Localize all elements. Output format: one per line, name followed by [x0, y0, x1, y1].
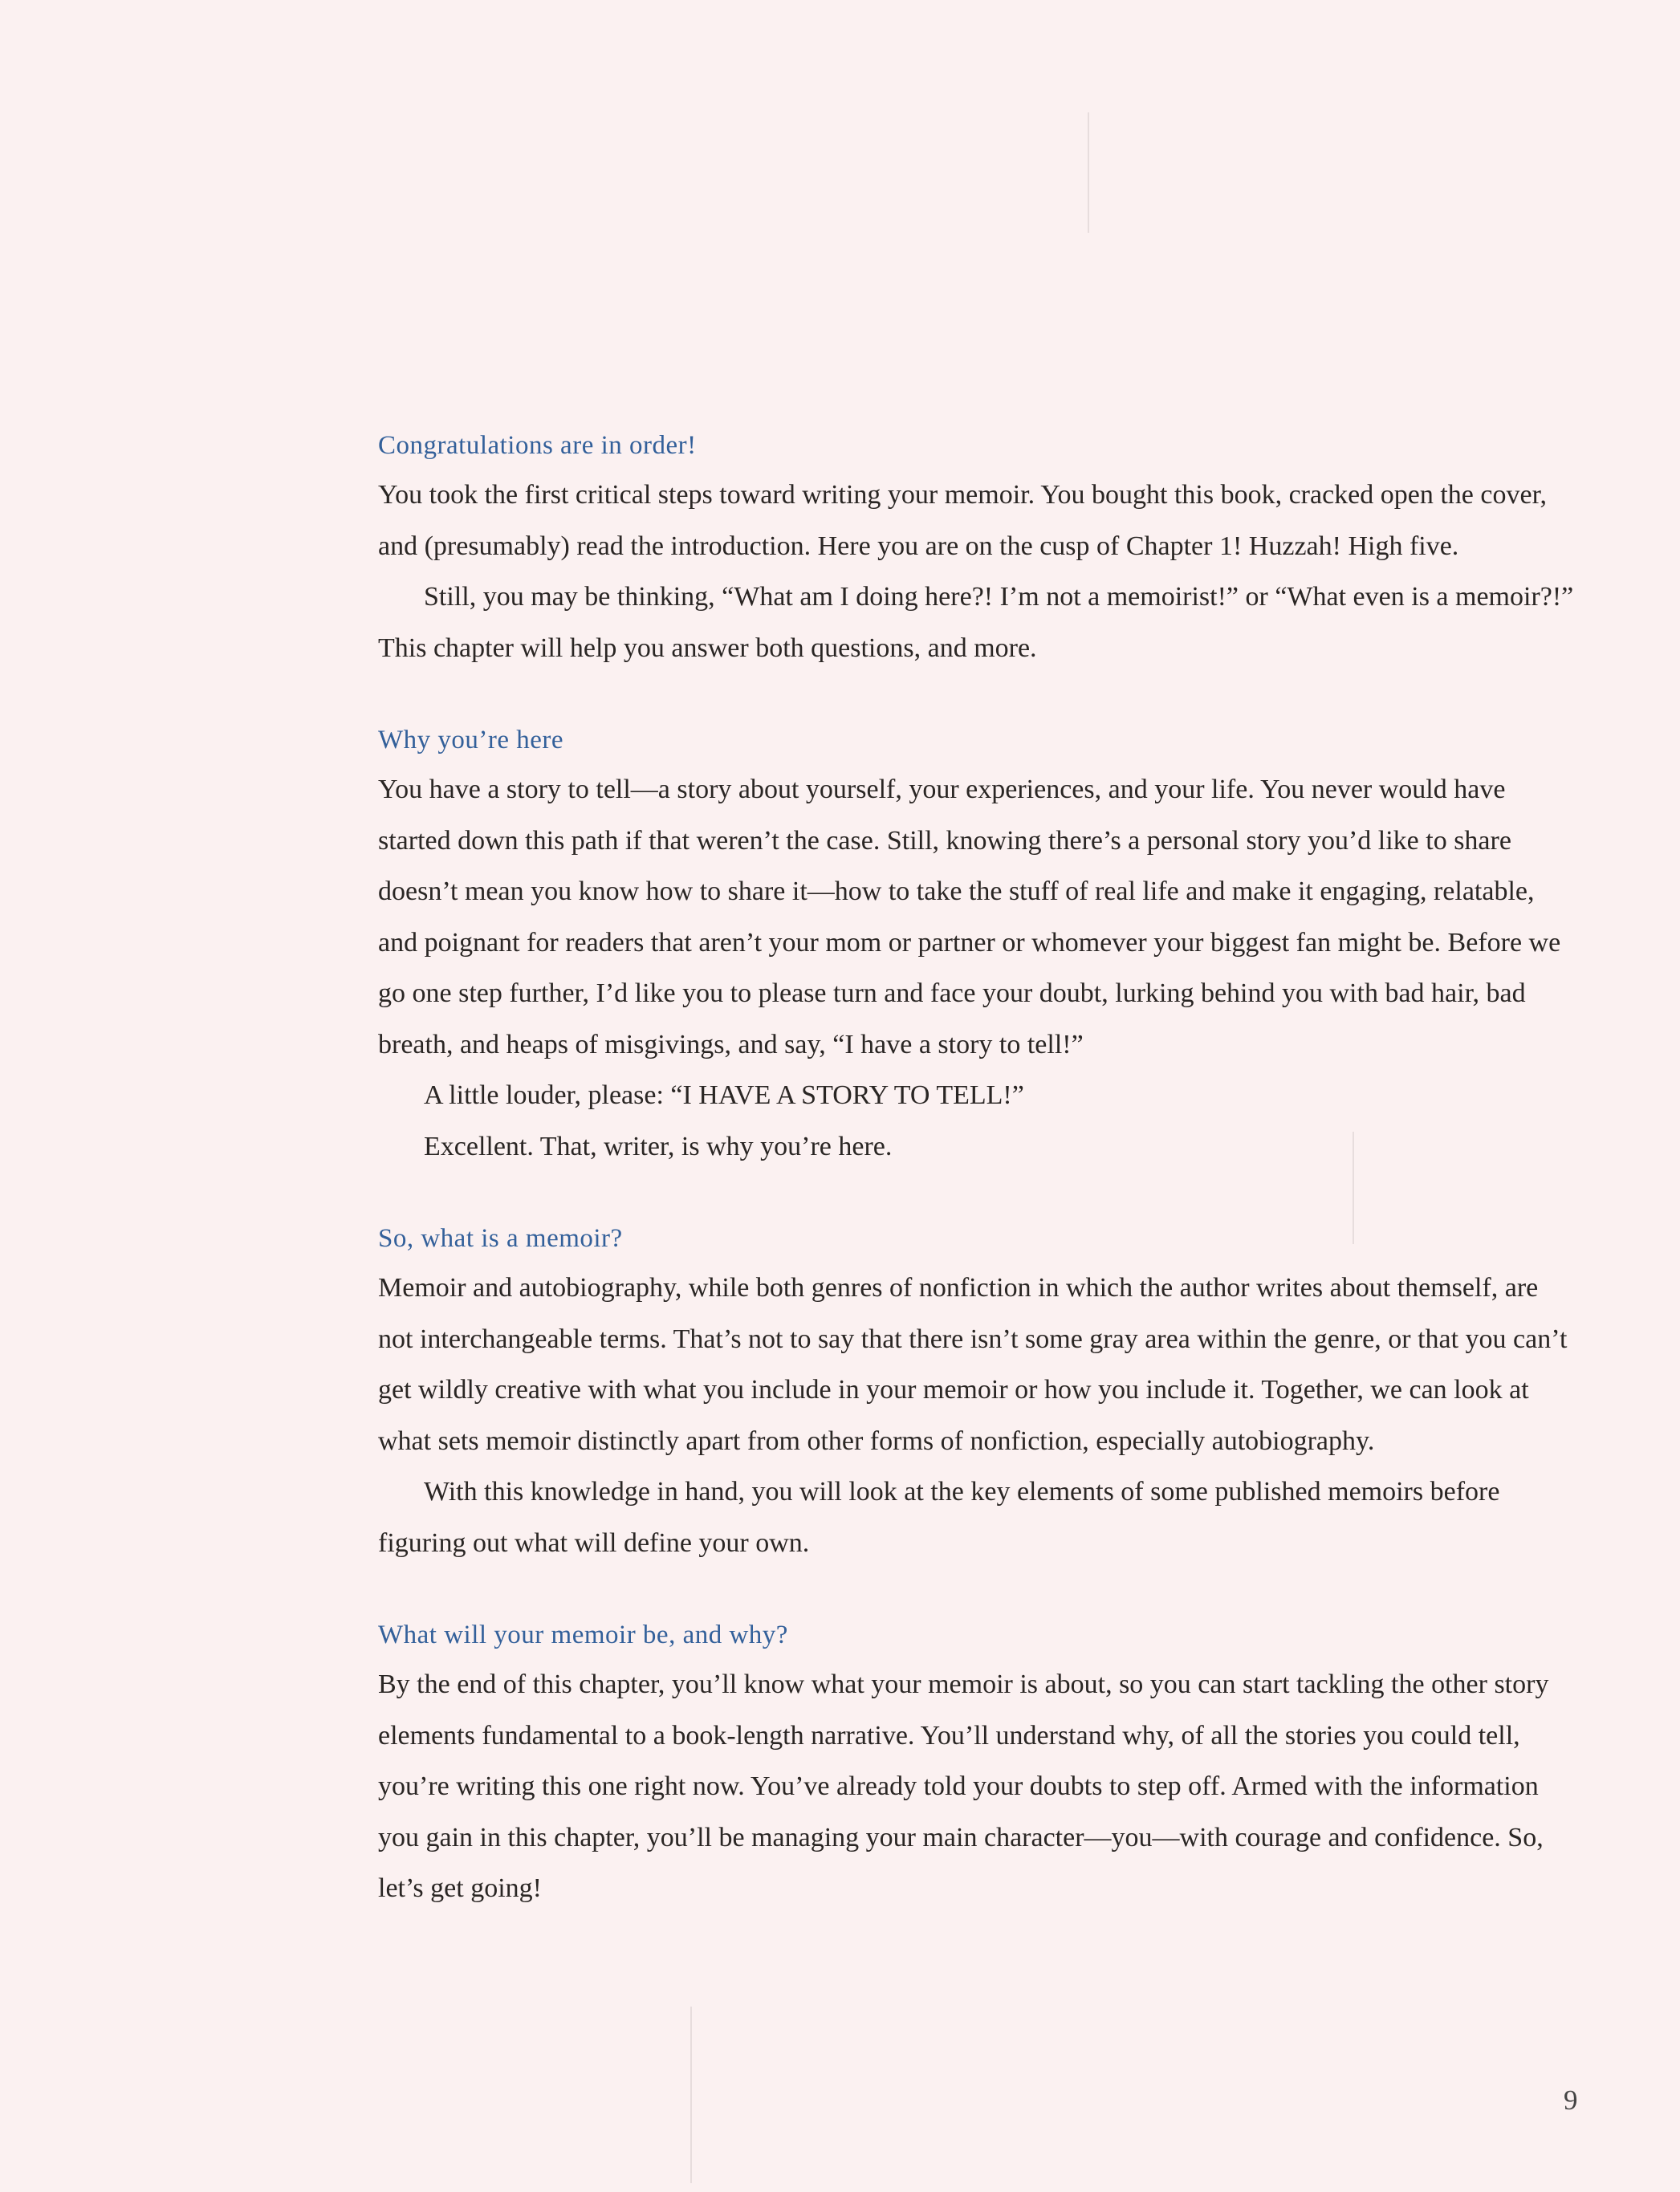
section-heading: So, what is a memoir?	[378, 1224, 623, 1253]
page-number: 9	[1564, 2084, 1578, 2116]
paragraph: You have a story to tell—a story about yourself, your experiences, and your life. You never would have started down this path if that weren’t the case. Still, knowing there’s a personal story you’d like to share doesn’t mean you know how to share it—how to take the stuff of real life and make it engaging, relatable, and poignant for readers that aren’t your mom or partner or whomever your biggest fan might be. Before we go one step further, I’d like you to please turn and face your doubt, lurking behind you with bad hair, bad breath, and heaps of misgivings, and say, “I have a story to tell!”	[378, 775, 1561, 1059]
paragraph: With this knowledge in hand, you will look at the key elements of some published memoirs before figuring out what will define your own.	[378, 1477, 1500, 1558]
scan-artifact-line	[690, 2007, 692, 2183]
section-what-is-a-memoir	[378, 1214, 1574, 1568]
paragraph: Excellent. That, writer, is why you’re here.	[424, 1131, 893, 1161]
scan-artifact-line	[1088, 112, 1089, 233]
section-why-youre-here	[378, 716, 1574, 1172]
section-heading: What will your memoir be, and why?	[378, 1621, 788, 1649]
paragraph: Still, you may be thinking, “What am I doing here?! I’m not a memoirist!” or “What even is a memoir?!” This chapter will help you answer both questions, and more.	[378, 582, 1574, 663]
section-what-will-your-memoir-be	[378, 1611, 1574, 1914]
page-body	[378, 421, 1574, 1957]
paragraph: By the end of this chapter, you’ll know what your memoir is about, so you can start tackling the other story elements fundamental to a book-length narrative. You’ll understand why, of all the stories you could tell, you’re writing this one right now. You’ve already told your doubts to step off. Armed with the information you gain in this chapter, you’ll be managing your main character—you—with courage and confidence. So, let’s get going!	[378, 1669, 1549, 1903]
paragraph: A little louder, please: “I HAVE A STORY TO TELL!”	[424, 1080, 1024, 1110]
paragraph: You took the first critical steps toward writing your memoir. You bought this book, cracked open the cover, and (presumably) read the introduction. Here you are on the cusp of Chapter 1! Huzzah! High five.	[378, 480, 1548, 561]
section-heading: Why you’re here	[378, 726, 564, 754]
section-heading: Congratulations are in order!	[378, 431, 697, 460]
paragraph: Memoir and autobiography, while both genres of nonfiction in which the author writes about themself, are not interchangeable terms. That’s not to say that there isn’t some gray area within the genre, or that you can’t get wildly creative with what you include in your memoir or how you include it. Together, we can look at what sets memoir distinctly apart from other forms of nonfiction, especially autobiography.	[378, 1273, 1568, 1456]
section-congratulations	[378, 421, 1574, 673]
